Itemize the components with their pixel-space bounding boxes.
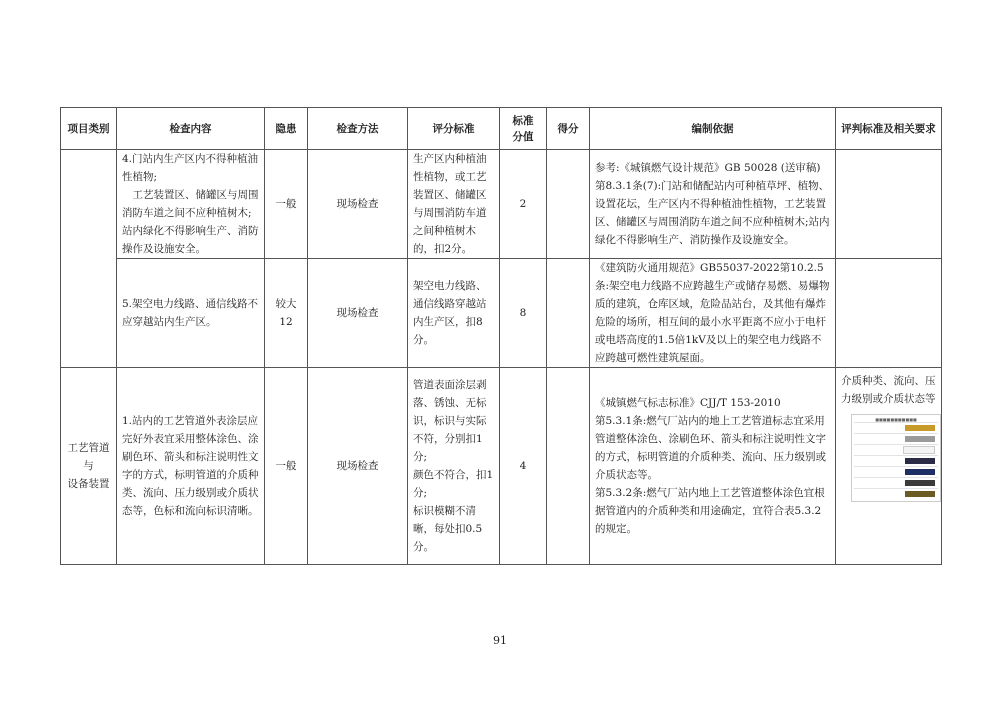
swatch	[903, 446, 935, 454]
col-hazard: 隐患	[265, 108, 308, 150]
col-content: 检查内容	[117, 108, 265, 150]
hazard-cell	[265, 259, 308, 368]
score-cell	[547, 259, 590, 368]
content-cell: 1.站内的工艺管道外表涂层应完好外表宜采用整体涂色、涂刷色环、箭头和标注说明性文字的方式，标明管道的介质种类、流向、压力级别或介质状态等，色标和流向标识清晰。	[117, 368, 265, 565]
col-basis: 编制依据	[590, 108, 836, 150]
requirements-cell	[836, 259, 942, 368]
criteria-cell	[408, 368, 500, 565]
score-cell	[547, 368, 590, 565]
col-method: 检查方法	[308, 108, 408, 150]
requirements-cell	[836, 150, 942, 259]
col-category: 项目类别	[61, 108, 117, 150]
content-cell	[117, 150, 265, 259]
thumbnail-row	[854, 455, 938, 466]
swatch	[905, 436, 935, 442]
basis-cell	[590, 368, 836, 565]
criteria-cell: 生产区内种植油性植物，或工艺装置区、储罐区与周围消防车道之间种植树木的，扣2分。	[408, 150, 500, 259]
thumbnail-row	[854, 422, 938, 433]
score-std-cell: 8	[500, 259, 547, 368]
score-cell	[547, 150, 590, 259]
inspection-table	[60, 107, 942, 565]
swatch	[905, 458, 935, 464]
requirements-cell	[836, 368, 942, 565]
swatch	[905, 480, 935, 486]
swatch	[905, 425, 935, 431]
thumbnail-row	[854, 433, 938, 444]
score-std-cell: 2	[500, 150, 547, 259]
table-row	[61, 150, 942, 259]
hazard-cell: 一般	[265, 150, 308, 259]
method-cell: 现场检查	[308, 259, 408, 368]
col-criteria: 评分标准	[408, 108, 500, 150]
criteria-line: 标识模糊不清晰，每处扣0.5分。	[413, 505, 483, 553]
category-line: 工艺管道	[67, 442, 110, 454]
content-line: 4.门站内生产区内不得种植油性植物;	[122, 153, 259, 183]
thumbnail-row	[854, 444, 938, 455]
criteria-line: 管道表面涂层剥落、锈蚀、无标识，标识与实际不符，分别扣1分;	[413, 379, 487, 463]
basis-cell: 《建筑防火通用规范》GB55037-2022第10.2.5条:架空电力线路不应跨越生产或储存易燃、易爆物质的建筑，仓库区域，危险品站台，及其他有爆炸危险的场所，相互间的最小水平距离不应小于电杆或电塔高度的1.5倍1kV及以上的架空电力线路不应跨越可燃性建筑屋面。	[590, 259, 836, 368]
col-score-std	[500, 108, 547, 150]
category-cell-empty	[61, 150, 117, 368]
method-cell: 现场检查	[308, 150, 408, 259]
basis-line: 第5.3.2条:燃气厂站内地上工艺管道整体涂色宜根据管道内的介质种类和用途确定，宜符合表5.3.2的规定。	[595, 487, 825, 535]
thumbnail-row	[854, 488, 938, 499]
thumbnail-row	[854, 466, 938, 477]
thumbnail-title-decoration: ■■■■■■■■■■■	[875, 417, 917, 422]
col-score: 得分	[547, 108, 590, 150]
col-requirements: 评判标准及相关要求	[836, 108, 942, 150]
hazard-cell: 一般	[265, 368, 308, 565]
content-line: 工艺装置区、储罐区与周围消防车道之间不应种植树木;站内绿化不得影响生产、消防操作及设施安全。	[122, 189, 259, 255]
basis-line: 第5.3.1条:燃气厂站内的地上工艺管道标志宜采用管道整体涂色、涂刷色环、箭头和标注说明性文字的方式，标明管道的介质种类、流向、压力级别或介质状态等。	[595, 415, 826, 481]
swatch	[905, 469, 935, 475]
swatch	[905, 491, 935, 497]
color-table-thumbnail	[851, 414, 941, 502]
criteria-cell: 架空电力线路、通信线路穿越站内生产区，扣8分。	[408, 259, 500, 368]
category-cell	[61, 368, 117, 565]
category-line: 设备装置	[67, 478, 110, 490]
basis-cell: 参考:《城镇燃气设计规范》GB 50028 (送审稿)第8.3.1条(7):门站和储配站内可种植草坪、植物、设置花坛，生产区内不得种植油性植物，工艺装置区、储罐区与周围消防车道之间不应种植树木;站内绿化不得影响生产、消防操作及设施安全。	[590, 150, 836, 259]
table-row	[61, 368, 942, 565]
hazard-text: 较大12	[275, 298, 297, 328]
header-row	[61, 108, 942, 150]
criteria-line: 颜色不符合，扣1分;	[413, 469, 494, 499]
thumbnail-row	[854, 477, 938, 488]
category-line: 与	[83, 460, 94, 472]
method-cell: 现场检查	[308, 368, 408, 565]
basis-line: 《城镇燃气标志标准》CJJ/T 153-2010	[595, 397, 781, 409]
score-std-cell: 4	[500, 368, 547, 565]
col-score-std-label: 标准分值	[512, 114, 534, 143]
table-row	[61, 259, 942, 368]
requirements-text: 介质种类、流向、压力级别或介质状态等	[841, 375, 936, 405]
content-cell: 5.架空电力线路、通信线路不应穿越站内生产区。	[117, 259, 265, 368]
page-number: 91	[493, 634, 507, 647]
